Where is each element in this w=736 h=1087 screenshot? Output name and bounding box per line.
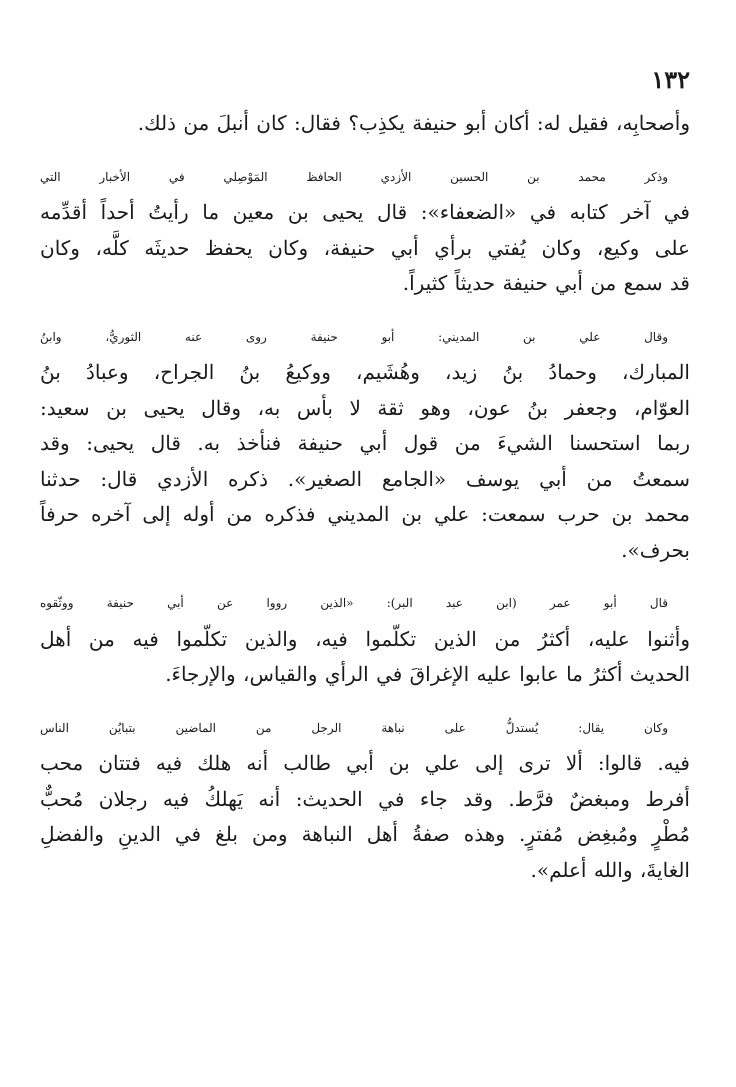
text-line: وأصحابِه، فقيل له: أكان أبو حنيفة يكذِب؟ فقال: كان أنبلَ من ذلك. xyxy=(137,111,690,135)
text-line: قال أبو عمر (ابن عبد البر): «الذين رووا عن أبي حنيفة ووثّقوه xyxy=(40,596,668,610)
page-number: ١٣٢ xyxy=(651,65,690,94)
text-line: الغايةَ، والله أعلم». xyxy=(530,857,690,882)
text-line: وقال علي بن المديني: أبو حنيفة روى عنه الثوريُّ، وابنُ xyxy=(40,329,668,344)
text-line: محمد بن حرب سمعت: علي بن المديني فذكره من أوله إلى آخره حرفاً xyxy=(40,502,690,526)
paragraph-1 xyxy=(40,106,690,142)
text-line: الحديث أكثرُ ما عابوا عليه الإغراقَ في الرأي والقياس، والإرجاءَ. xyxy=(165,662,690,686)
text-line: مُطْرٍ ومُبغِض مُفترٍ. وهذه صفةُ أهل النباهة ومن بلغ في الدينِ والفضلِ xyxy=(40,822,690,846)
text-line: وكان يقال: يُستدلُّ على نباهة الرجل من الماضين بتبايُن الناس xyxy=(40,720,668,735)
text-line: وذكر محمد بن الحسين الأزدي الحافظ المَوْصِلي في الأخبار التي xyxy=(40,169,668,184)
text-line: أفرط ومبغضٌ فرَّط. وقد جاء في الحديث: أنه يَهلكُ فيه رجلان مُحبٌّ xyxy=(40,786,690,811)
text-line: سمعتُ من أبي يوسف «الجامع الصغير». ذكره الأزدي قال: حدثنا xyxy=(40,466,690,491)
text-line: ربما استحسنا الشيءَ من قول أبي حنيفة فنأخذ به. قال يحيى: وقد xyxy=(40,431,690,455)
text-line: العوّام، وجعفر بنُ عون، وهو ثقة لا بأس به، وقال يحيى بن سعيد: xyxy=(40,395,690,420)
text-line: فيه. قالوا: ألا ترى إلى علي بن أبي طالب أنه هلك فيه فتتان محب xyxy=(40,751,690,775)
text-line: المبارك، وحمادُ بنُ زيد، وهُشَيم، ووكيعُ بنُ الجراح، وعبادُ بنُ xyxy=(40,360,690,384)
paragraph-3 xyxy=(40,320,690,569)
paragraph-2 xyxy=(40,160,690,302)
text-line: بحرف». xyxy=(621,537,690,562)
text-line: في آخر كتابه في «الضعفاء»: قال يحيى بن معين ما رأيتُ أحداً أقدِّمه xyxy=(40,200,690,224)
text-line: على وكيع، وكان يُفتي برأي أبي حنيفة، وكان يحفظ حديثَه كلَّه، وكان xyxy=(40,235,690,260)
text-line: قد سمع من أبي حنيفة حديثاً كثيراً. xyxy=(402,271,690,295)
paragraph-4 xyxy=(40,586,690,693)
text-line: وأثنوا عليه، أكثرُ من الذين تكلّموا فيه، والذين تكلّموا فيه من أهل xyxy=(40,626,690,651)
paragraph-5 xyxy=(40,711,690,889)
